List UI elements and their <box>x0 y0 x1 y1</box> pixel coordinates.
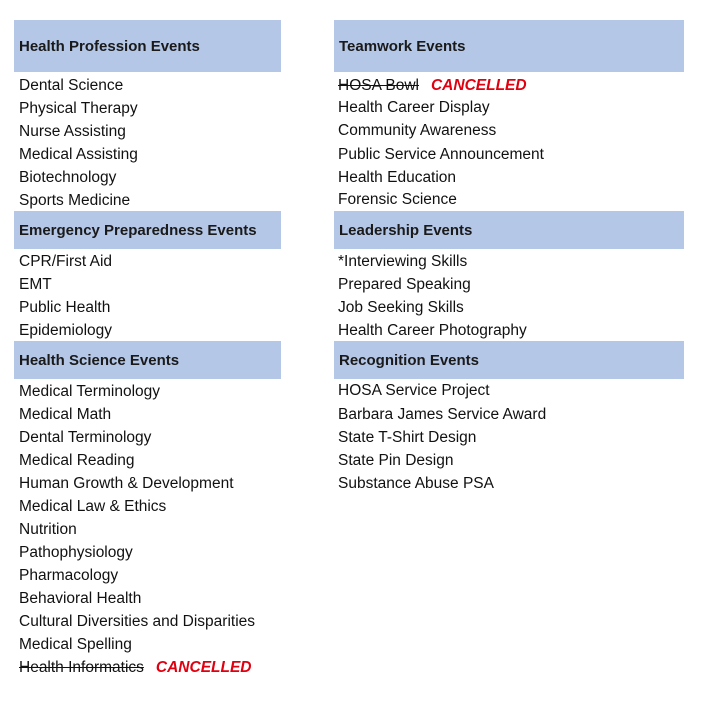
health-profession-title: Health Profession Events <box>19 37 200 55</box>
list-item: HOSA Service Project <box>338 382 490 399</box>
emergency-title: Emergency Preparedness Events <box>19 221 257 239</box>
emergency-header <box>14 211 281 249</box>
cancelled-list-item <box>338 74 527 97</box>
list-item: Medical Spelling <box>19 636 132 653</box>
list-item: Prepared Speaking <box>338 276 471 293</box>
list-item: Pharmacology <box>19 567 119 584</box>
list-item: Epidemiology <box>19 322 113 339</box>
list-item: Behavioral Health <box>19 590 142 607</box>
list-item: Sports Medicine <box>19 192 131 209</box>
recognition-header <box>334 341 684 379</box>
list-item: Community Awareness <box>338 122 497 139</box>
list-item: EMT <box>19 276 52 293</box>
leadership-title: Leadership Events <box>339 221 473 239</box>
list-item: Job Seeking Skills <box>338 299 464 316</box>
list-item: Public Service Announcement <box>338 146 544 163</box>
cancelled-label: CANCELLED <box>155 659 252 676</box>
health-science-title: Health Science Events <box>19 351 180 369</box>
health-science-header <box>14 341 281 379</box>
list-item: Barbara James Service Award <box>338 406 547 423</box>
teamwork-header <box>334 20 684 72</box>
list-item: Health Career Display <box>338 99 490 116</box>
teamwork-title: Teamwork Events <box>339 37 466 55</box>
list-item: Nutrition <box>19 521 77 538</box>
list-item: Medical Math <box>19 406 112 423</box>
list-item: Medical Terminology <box>19 383 160 400</box>
recognition-title: Recognition Events <box>339 351 480 369</box>
list-item: Medical Assisting <box>19 146 138 163</box>
list-item: CPR/First Aid <box>19 253 113 270</box>
list-item: Pathophysiology <box>19 544 133 561</box>
list-item: Human Growth & Development <box>19 475 234 492</box>
list-item: Substance Abuse PSA <box>338 475 494 492</box>
list-item: Health Education <box>338 169 457 186</box>
list-item: Health Career Photography <box>338 322 527 339</box>
list-item: Medical Law & Ethics <box>19 498 167 515</box>
list-item: Nurse Assisting <box>19 123 126 140</box>
leadership-header <box>334 211 684 249</box>
list-item: Cultural Diversities and Disparities <box>19 613 256 630</box>
list-item: Dental Terminology <box>19 429 152 446</box>
list-item: Public Health <box>19 299 111 316</box>
list-item: *Interviewing Skills <box>338 253 468 270</box>
cancelled-list-item <box>19 656 252 679</box>
list-item: Dental Science <box>19 77 124 94</box>
cancelled-event-name: Health Informatics <box>19 659 144 676</box>
list-item: State T-Shirt Design <box>338 429 477 446</box>
list-item: State Pin Design <box>338 452 454 469</box>
cancelled-event-name: HOSA Bowl <box>338 77 419 94</box>
list-item: Physical Therapy <box>19 100 138 117</box>
list-item: Medical Reading <box>19 452 135 469</box>
cancelled-label: CANCELLED <box>430 77 527 94</box>
list-item: Forensic Science <box>338 191 457 208</box>
health-profession-header <box>14 20 281 72</box>
list-item: Biotechnology <box>19 169 117 186</box>
